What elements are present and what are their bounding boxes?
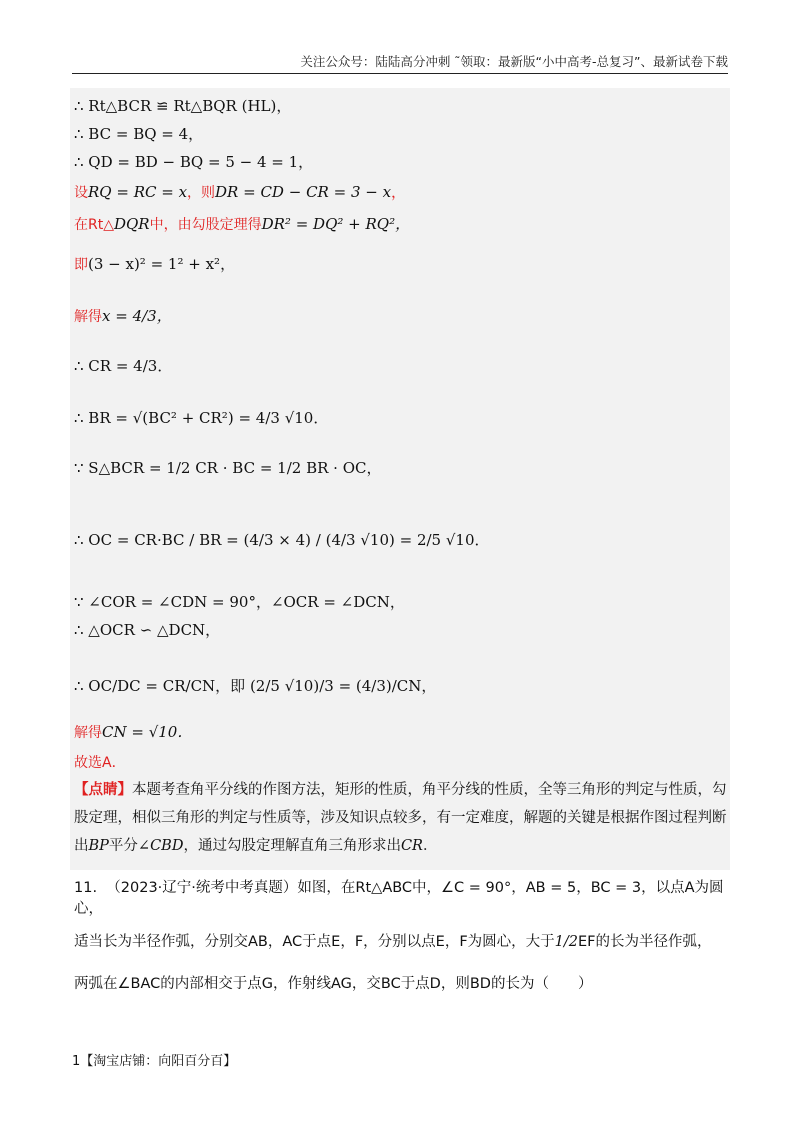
solution-line-1: ∴ Rt△BCR ≌ Rt△BQR (HL)，	[74, 97, 292, 115]
dianjing-label: 【点睛】	[74, 782, 132, 798]
solution-line-11: ∴ OC = CR·BC / BR = (4/3 × 4) / (4/3 √10) = 2/5 √10．	[74, 531, 490, 549]
solution-line-5: 在Rt△DQR中，由勾股定理得DR² = DQ² + RQ²，	[74, 215, 411, 233]
header-rule	[72, 73, 728, 74]
solution-line-7: 解得x = 4/3，	[74, 307, 172, 325]
question-11-line-1: 11. （2023·辽宁·统考中考真题）如图，在Rt△ABC中，∠C = 90°，AB = 5，BC = 3，以点A为圆心，	[74, 880, 724, 917]
solution-line-15: 解得CN = √10．	[74, 723, 193, 741]
solution-line-13: ∴ △OCR ∽ △DCN，	[74, 621, 221, 639]
solution-line-10: ∵ S△BCR = 1/2 CR · BC = 1/2 BR · OC，	[74, 459, 382, 477]
solution-line-8: ∴ CR = 4/3．	[74, 357, 173, 375]
solution-line-9: ∴ BR = √(BC² + CR²) = 4/3 √10．	[74, 409, 329, 427]
solution-line-12: ∵ ∠COR = ∠CDN = 90°，∠OCR = ∠DCN，	[74, 593, 405, 611]
question-11-line-2: 适当长为半径作弧，分别交AB，AC于点E，F，分别以点E，F为圆心，大于1/2EF的长为半径作弧，	[74, 934, 712, 950]
solution-line-14: ∴ OC/DC = CR/CN，即 (2/5 √10)/3 = (4/3)/CN，	[74, 677, 437, 695]
page-footer: 1【淘宝店铺：向阳百分百】	[72, 1054, 237, 1069]
dianjing-paragraph: 【点睛】本题考查角平分线的作图方法，矩形的性质，角平分线的性质，全等三角形的判定与性质，勾股定理，相似三角形的判定与性质等，涉及知识点较多，有一定难度，解题的关键是根据作图过程判断出BP平分∠CBD，通过勾股定理解直角三角形求出CR．	[74, 782, 727, 854]
solution-line-2: ∴ BC = BQ = 4，	[74, 125, 204, 143]
solution-line-4: 设RQ = RC = x，则DR = CD − CR = 3 − x，	[74, 183, 407, 201]
solution-line-3: ∴ QD = BD − BQ = 5 − 4 = 1，	[74, 153, 314, 171]
solution-line-16: 故选A．	[74, 755, 126, 771]
page-header: 关注公众号：陆陆高分冲刺 ˜领取：最新版“小中高考-总复习”、最新试卷下载	[300, 54, 728, 69]
solution-box	[70, 88, 730, 870]
solution-line-6: 即(3 − x)² = 1² + x²，	[74, 255, 236, 273]
question-11-line-3: 两弧在∠BAC的内部相交于点G，作射线AG，交BC于点D，则BD的长为（ ）	[74, 976, 593, 992]
